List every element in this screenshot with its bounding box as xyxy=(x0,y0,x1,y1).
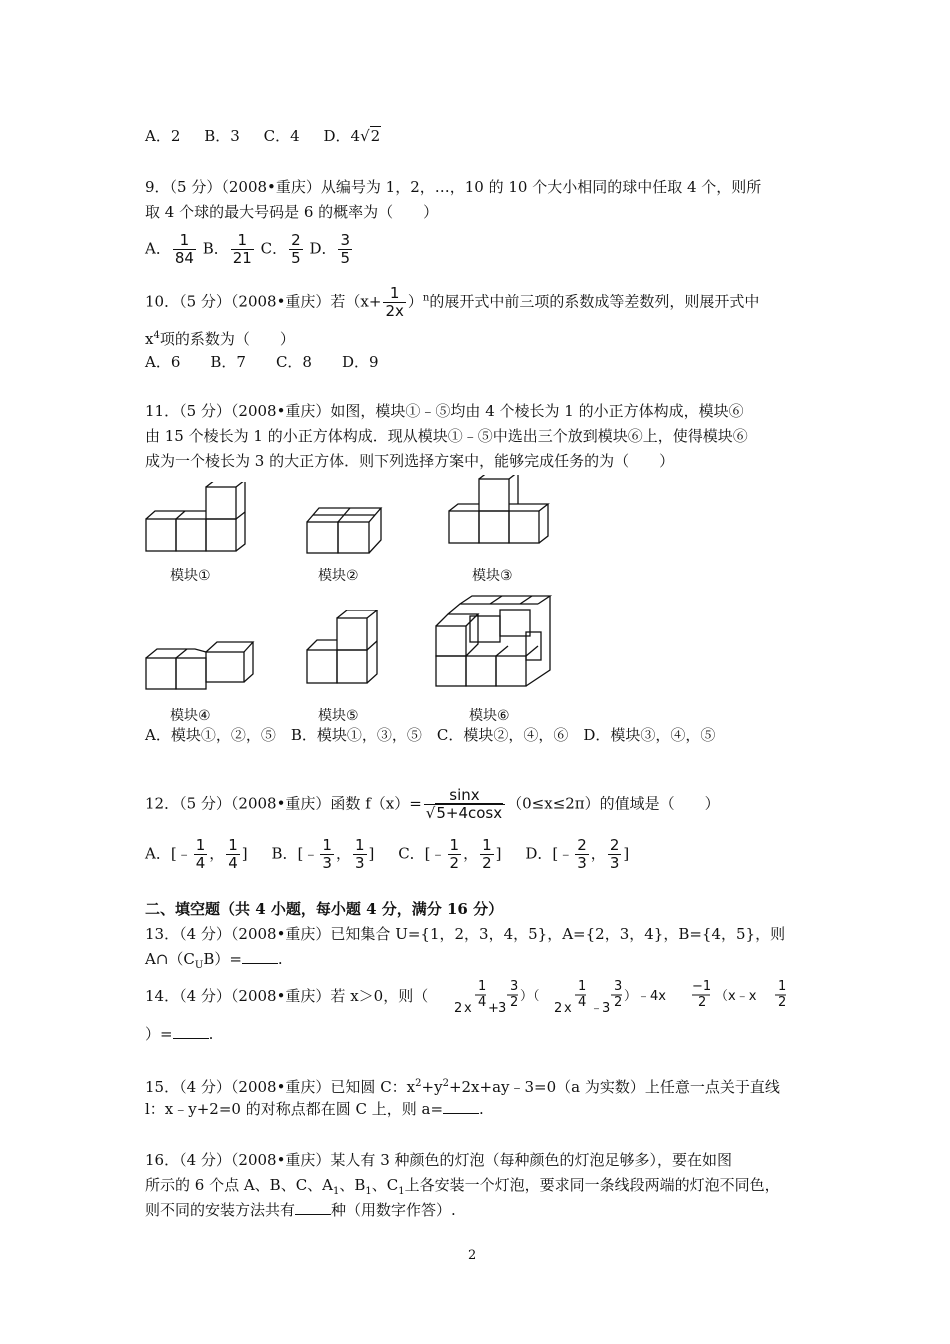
svg-text:2: 2 xyxy=(778,995,787,1010)
q10-options: A．6 B．7 C．8 D．9 xyxy=(145,353,379,371)
svg-text:3: 3 xyxy=(498,1001,507,1016)
q9-options: A． $\frac{1}{84}$ B． $\frac{1}{21}$ C． $\frac{2}{5}$ D． $\frac{3}{5}$ xyxy=(145,231,351,267)
module-2-figure xyxy=(306,498,391,558)
module-4-figure xyxy=(145,638,257,694)
module-6-figure xyxy=(434,594,558,690)
q11-line2: 由 15 个棱长为 1 的小正方体构成．现从模块①﹣⑤中选出三个放到模块⑥上，使得模块⑥ xyxy=(145,427,748,445)
q15-line1: 15．（4 分）（2008•重庆）已知圆 C：$x^2+y^2+2x+ay﹣3=0(a$ 为实数）上任意一点关于直线 xyxy=(145,1078,780,1096)
svg-text:x: x xyxy=(564,1001,572,1016)
svg-text:﹣: ﹣ xyxy=(590,1001,604,1016)
module-5-figure xyxy=(306,610,386,690)
svg-text:−1: −1 xyxy=(692,979,712,994)
module-1-caption: 模块① xyxy=(170,568,211,584)
q9-line2: 取 4 个球的最大号码是 6 的概率为（ ） xyxy=(145,203,439,221)
svg-text:4: 4 xyxy=(578,995,587,1010)
q12-line1: 12．（5 分）（2008•重庆）函数 f（x）= $\frac{\sin x}{√5+4\cos x}$ （0≤x≤2π）的值域是（ ） xyxy=(145,786,720,822)
sqrt-sign: √ xyxy=(360,127,370,145)
section-2-heading: 二、填空题（共 4 小题，每小题 4 分，满分 16 分） xyxy=(145,900,504,918)
q13-line1: 13．（4 分）（2008•重庆）已知集合 U={1，2，3，4，5}，A={2，3，4}，B={4，5}，则 xyxy=(145,925,786,943)
page-number: 2 xyxy=(468,1248,477,1263)
q14-blank xyxy=(173,1024,209,1039)
q16-line1: 16．（4 分）（2008•重庆）某人有 3 种颜色的灯泡（每种颜色的灯泡足够多），要在如图 xyxy=(145,1151,733,1169)
q16-line3: 则不同的安装方法共有 种（用数字作答）. xyxy=(145,1201,456,1219)
q16-line2: 所示的 6 个点 A、B、C、$A_1$、$B_1$、$C_1$上各安装一个灯泡，要求同一条线段两端的灯泡不同色， xyxy=(145,1176,780,1197)
q11-line3: 成为一个棱长为 3 的大正方体．则下列选择方案中，能够完成任务的为（ ） xyxy=(145,452,675,470)
q16-blank xyxy=(295,1200,331,1215)
q14-expression xyxy=(440,970,800,1020)
q10-line1: 10．（5 分）（2008•重庆）若（x+ $\frac{1}{2x}$ ）$^n$的展开式中前三项的系数成等差数列，则展开式中 xyxy=(145,284,760,320)
module-5-caption: 模块⑤ xyxy=(318,708,359,724)
svg-text:4: 4 xyxy=(478,995,487,1010)
svg-text:1: 1 xyxy=(778,979,787,994)
svg-text:2: 2 xyxy=(454,1001,463,1016)
svg-text:2: 2 xyxy=(554,1001,563,1016)
svg-text:1: 1 xyxy=(578,979,587,994)
module-6-caption: 模块⑥ xyxy=(469,708,510,724)
q13-blank xyxy=(242,949,278,964)
module-2-caption: 模块② xyxy=(318,568,359,584)
svg-text:3: 3 xyxy=(614,979,623,994)
svg-text:1: 1 xyxy=(478,979,487,994)
svg-text:）﹣4x: ）﹣4x xyxy=(624,989,666,1004)
q15-blank xyxy=(443,1099,479,1114)
module-1-figure xyxy=(145,482,250,557)
q14-line1: 14．（4 分）（2008•重庆）若 x＞0，则（ xyxy=(145,987,429,1005)
svg-text:+: + xyxy=(488,1001,499,1016)
module-3-caption: 模块③ xyxy=(472,568,513,584)
svg-text:2: 2 xyxy=(614,995,623,1010)
svg-text:3: 3 xyxy=(510,979,519,994)
svg-text:3: 3 xyxy=(602,1001,611,1016)
svg-text:）（: ）（ xyxy=(520,989,540,1004)
q11-line1: 11．（5 分）（2008•重庆）如图，模块①﹣⑤均由 4 个棱长为 1 的小正方体构成，模块⑥ xyxy=(145,402,744,420)
q15-line2: l：x﹣y+2=0 的对称点都在圆 C 上，则 a= . xyxy=(145,1100,484,1118)
q12-options: A．[﹣ $\frac{1}{4}$ ， $\frac{1}{4}$ ] B．[﹣ $\frac{1}{3}$ ， $\frac{1}{3}$ ] C．[﹣ $\frac{1}{2}$ ， $\frac{1}{2}$ ] D．[﹣ $\frac{2}{3}$ ， $\frac{2}{3}$ ] xyxy=(145,836,630,872)
svg-text:（x﹣x: （x﹣x xyxy=(715,989,757,1004)
svg-text:x: x xyxy=(464,1001,472,1016)
q13-line2: $A\cap(C_UB)=$ . xyxy=(145,950,283,971)
q11-options: A．模块①，②，⑤ B．模块①，③，⑤ C．模块②，④，⑥ D．模块③，④，⑤ xyxy=(145,726,716,744)
q9-line1: 9．（5 分）（2008•重庆）从编号为 1，2，…，10 的 10 个大小相同的球中任取 4 个，则所 xyxy=(145,178,762,196)
q8-options: A．2 B．3 C．4 D．4√2 xyxy=(145,127,381,145)
q14-line2: ）= . xyxy=(145,1025,214,1043)
svg-text:2: 2 xyxy=(510,995,519,1010)
module-4-caption: 模块④ xyxy=(170,708,211,724)
module-3-figure xyxy=(448,475,550,547)
svg-text:2: 2 xyxy=(698,995,707,1010)
q10-line2: $x^4$项的系数为（ ） xyxy=(145,330,295,348)
